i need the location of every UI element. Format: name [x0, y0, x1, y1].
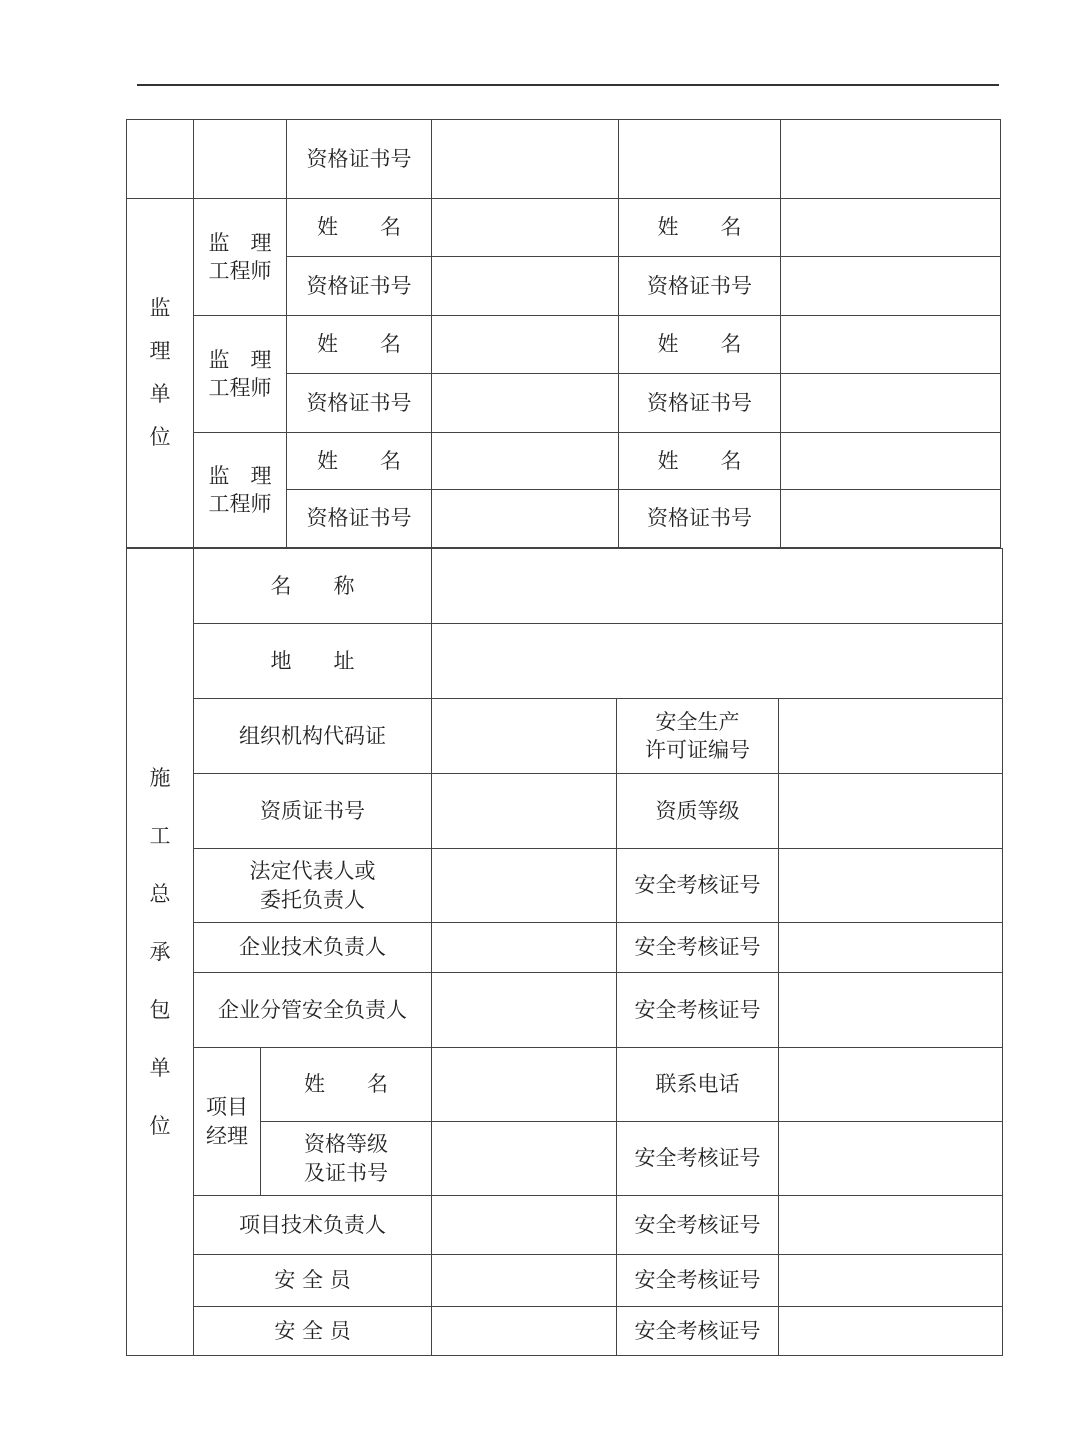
- safety-officer-value[interactable]: [432, 1255, 617, 1307]
- name-label: 姓 名: [287, 199, 432, 257]
- table-row: [127, 1255, 1003, 1307]
- cert-label: 资格证书号: [287, 257, 432, 316]
- table-row: [127, 316, 1001, 374]
- safety-cert-value[interactable]: [779, 1122, 1003, 1196]
- table-row: [127, 923, 1003, 973]
- table-row: [127, 1196, 1003, 1255]
- org-code-value[interactable]: [432, 699, 617, 774]
- name-value-cell[interactable]: [432, 316, 619, 374]
- table-row: [127, 774, 1003, 849]
- phone-value[interactable]: [779, 1048, 1003, 1122]
- safety-cert-label: 安全考核证号: [617, 1307, 779, 1356]
- table-row: [127, 699, 1003, 774]
- table-row: [127, 1307, 1003, 1356]
- safety-cert-label: 安全考核证号: [617, 973, 779, 1048]
- qualification-grade-label: 资质等级: [617, 774, 779, 849]
- legal-rep-value[interactable]: [432, 849, 617, 923]
- safety-officer-label: 安 全 员: [194, 1255, 432, 1307]
- qualification-cert-label: 资质证书号: [194, 774, 432, 849]
- name-value-cell[interactable]: [781, 199, 1001, 257]
- cert-label: 资格证书号: [619, 490, 781, 548]
- safety-cert-value[interactable]: [779, 849, 1003, 923]
- header-rule: [137, 84, 999, 86]
- safety-officer-value[interactable]: [432, 1307, 617, 1356]
- table-row: [127, 199, 1001, 257]
- qualification-cert-value[interactable]: [432, 774, 617, 849]
- address-value[interactable]: [432, 624, 1003, 699]
- pm-grade-label: 资格等级 及证书号: [261, 1122, 432, 1196]
- cert-value-cell[interactable]: [781, 374, 1001, 433]
- blank-cell: [194, 120, 287, 199]
- contractor-unit-label: 施 工 总 承 包 单 位: [127, 549, 194, 1356]
- table-row: [127, 624, 1003, 699]
- project-tech-value[interactable]: [432, 1196, 617, 1255]
- pm-grade-value[interactable]: [432, 1122, 617, 1196]
- name-label: 姓 名: [287, 433, 432, 490]
- engineer-label: 监 理 工程师: [194, 316, 287, 433]
- table-row: [127, 973, 1003, 1048]
- org-code-label: 组织机构代码证: [194, 699, 432, 774]
- blank-cell: [619, 120, 781, 199]
- blank-cell[interactable]: [781, 120, 1001, 199]
- engineer-label: 监 理 工程师: [194, 199, 287, 316]
- safety-license-value[interactable]: [779, 699, 1003, 774]
- table-row: [127, 549, 1003, 624]
- safety-cert-value[interactable]: [779, 1255, 1003, 1307]
- cert-label: 资格证书号: [287, 374, 432, 433]
- name-label: 姓 名: [619, 433, 781, 490]
- name-value-cell[interactable]: [432, 433, 619, 490]
- name-label: 姓 名: [287, 316, 432, 374]
- supervision-table: [126, 119, 1001, 548]
- safety-cert-label: 安全考核证号: [617, 1255, 779, 1307]
- name-value-cell[interactable]: [432, 199, 619, 257]
- contractor-table: [126, 548, 1003, 1356]
- pm-name-label: 姓 名: [261, 1048, 432, 1122]
- safety-head-label: 企业分管安全负责人: [194, 973, 432, 1048]
- safety-head-value[interactable]: [432, 973, 617, 1048]
- cert-label: 资格证书号: [287, 490, 432, 548]
- safety-cert-value[interactable]: [779, 1196, 1003, 1255]
- project-manager-label: 项目 经理: [194, 1048, 261, 1196]
- cert-value-cell[interactable]: [432, 490, 619, 548]
- engineer-label: 监 理 工程师: [194, 433, 287, 548]
- cert-value-cell[interactable]: [781, 490, 1001, 548]
- blank-cell: [127, 120, 194, 199]
- company-name-label: 名 称: [194, 549, 432, 624]
- cert-label: 资格证书号: [619, 257, 781, 316]
- safety-cert-value[interactable]: [779, 973, 1003, 1048]
- cert-label: 资格证书号: [287, 120, 432, 199]
- pm-name-value[interactable]: [432, 1048, 617, 1122]
- qualification-grade-value[interactable]: [779, 774, 1003, 849]
- safety-cert-value[interactable]: [779, 923, 1003, 973]
- safety-cert-label: 安全考核证号: [617, 1122, 779, 1196]
- safety-cert-label: 安全考核证号: [617, 849, 779, 923]
- table-row: [127, 433, 1001, 490]
- tech-head-value[interactable]: [432, 923, 617, 973]
- supervision-unit-label: 监 理 单 位: [127, 199, 194, 548]
- project-tech-label: 项目技术负责人: [194, 1196, 432, 1255]
- phone-label: 联系电话: [617, 1048, 779, 1122]
- safety-cert-value[interactable]: [779, 1307, 1003, 1356]
- safety-cert-label: 安全考核证号: [617, 923, 779, 973]
- legal-rep-label: 法定代表人或 委托负责人: [194, 849, 432, 923]
- table-row: [127, 1048, 1003, 1122]
- safety-cert-label: 安全考核证号: [617, 1196, 779, 1255]
- safety-license-label: 安全生产 许可证编号: [617, 699, 779, 774]
- table-row: [127, 849, 1003, 923]
- cert-value-cell[interactable]: [432, 374, 619, 433]
- cert-value-cell[interactable]: [781, 257, 1001, 316]
- table-row: [127, 120, 1001, 199]
- name-value-cell[interactable]: [781, 316, 1001, 374]
- cert-label: 资格证书号: [619, 374, 781, 433]
- safety-officer-label: 安 全 员: [194, 1307, 432, 1356]
- tech-head-label: 企业技术负责人: [194, 923, 432, 973]
- name-label: 姓 名: [619, 316, 781, 374]
- name-value-cell[interactable]: [781, 433, 1001, 490]
- cert-value-cell[interactable]: [432, 257, 619, 316]
- address-label: 地 址: [194, 624, 432, 699]
- name-label: 姓 名: [619, 199, 781, 257]
- cert-value-cell[interactable]: [432, 120, 619, 199]
- company-name-value[interactable]: [432, 549, 1003, 624]
